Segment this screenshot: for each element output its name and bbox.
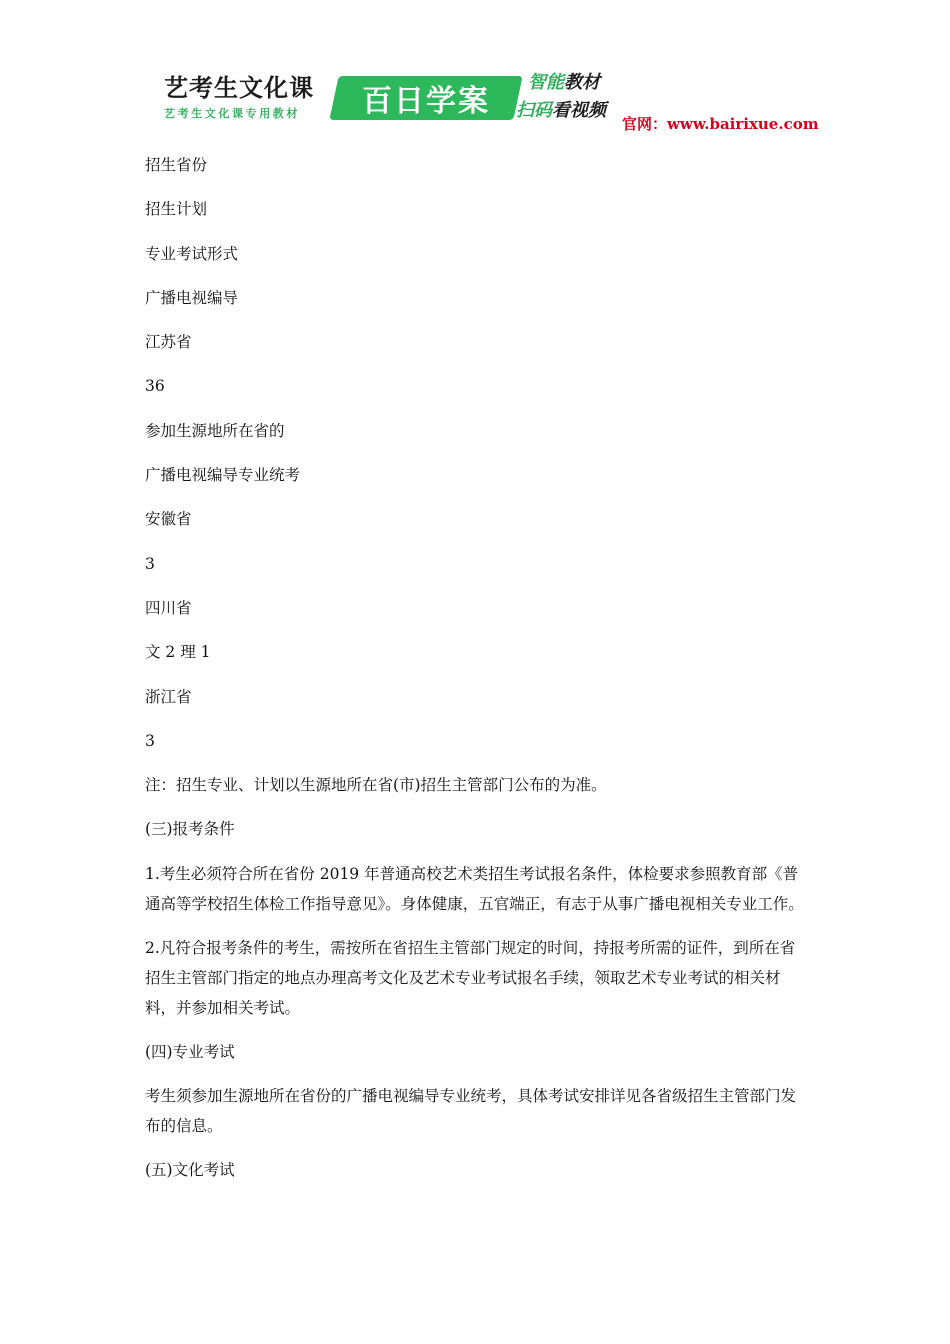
line-exam-form-1: 参加生源地所在省的	[145, 421, 285, 440]
line-major: 广播电视编导	[145, 288, 239, 307]
tagline-video: 看视频	[552, 100, 606, 121]
line-anhui: 安徽省	[145, 510, 192, 529]
tagline-smart-textbook	[528, 72, 600, 94]
page-header	[164, 72, 819, 133]
brand-box	[329, 76, 522, 120]
line-jiangsu: 江苏省	[145, 333, 192, 352]
brand-box-text: 百日学案	[362, 84, 490, 119]
exam-paragraph: 考生须参加生源地所在省份的广播电视编导专业统考，具体考试安排详见各省级招生主管部门发布的信息。	[145, 1087, 797, 1136]
condition-2: 2.凡符合报考条件的考生，需按所在省招生主管部门规定的时间，持报考所需的证件，到所在省招生主管部门指定的地点办理高考文化及艺术专业考试报名手续，领取艺术专业考试的相关材料，并参加相关考试。	[145, 938, 796, 1017]
document-body	[145, 150, 810, 1199]
section-heading-4: (四)专业考试	[145, 1042, 235, 1061]
line-jiangsu-plan: 36	[145, 377, 165, 396]
line-exam-form-header: 专业考试形式	[145, 244, 239, 263]
section-heading-5: (五)文化考试	[145, 1161, 235, 1180]
tagline-smart: 智能	[528, 72, 564, 93]
condition-1: 1.考生必须符合所在省份 2019 年普通高校艺术类招生考试报名条件，体检要求参照教育部《普通高等学校招生体检工作指导意见》。身体健康，五官端正，有志于从事广播电视相关专业工作。	[145, 864, 804, 913]
line-anhui-plan: 3	[145, 554, 155, 573]
line-province-header: 招生省份	[145, 156, 208, 174]
tagline-scan: 扫码	[516, 100, 552, 121]
line-sichuan-plan: 文 2 理 1	[145, 643, 211, 662]
brand-subtitle: 艺考生文化课专用教材	[164, 107, 300, 120]
site-url[interactable]: 官网：www.bairixue.com	[622, 115, 819, 133]
line-sichuan: 四川省	[145, 598, 192, 617]
brand-logo	[164, 72, 334, 122]
line-zhejiang: 浙江省	[145, 687, 192, 706]
tagline-textbook: 教材	[564, 72, 600, 93]
tagline-scan-video	[516, 100, 606, 122]
brand-title: 艺考生文化课	[164, 74, 314, 102]
line-zhejiang-plan: 3	[145, 731, 155, 750]
line-exam-form-2: 广播电视编导专业统考	[145, 466, 301, 485]
line-plan-header: 招生计划	[145, 200, 208, 219]
section-heading-3: (三)报考条件	[145, 820, 235, 839]
note: 注：招生专业、计划以生源地所在省(市)招生主管部门公布的为准。	[145, 776, 607, 795]
